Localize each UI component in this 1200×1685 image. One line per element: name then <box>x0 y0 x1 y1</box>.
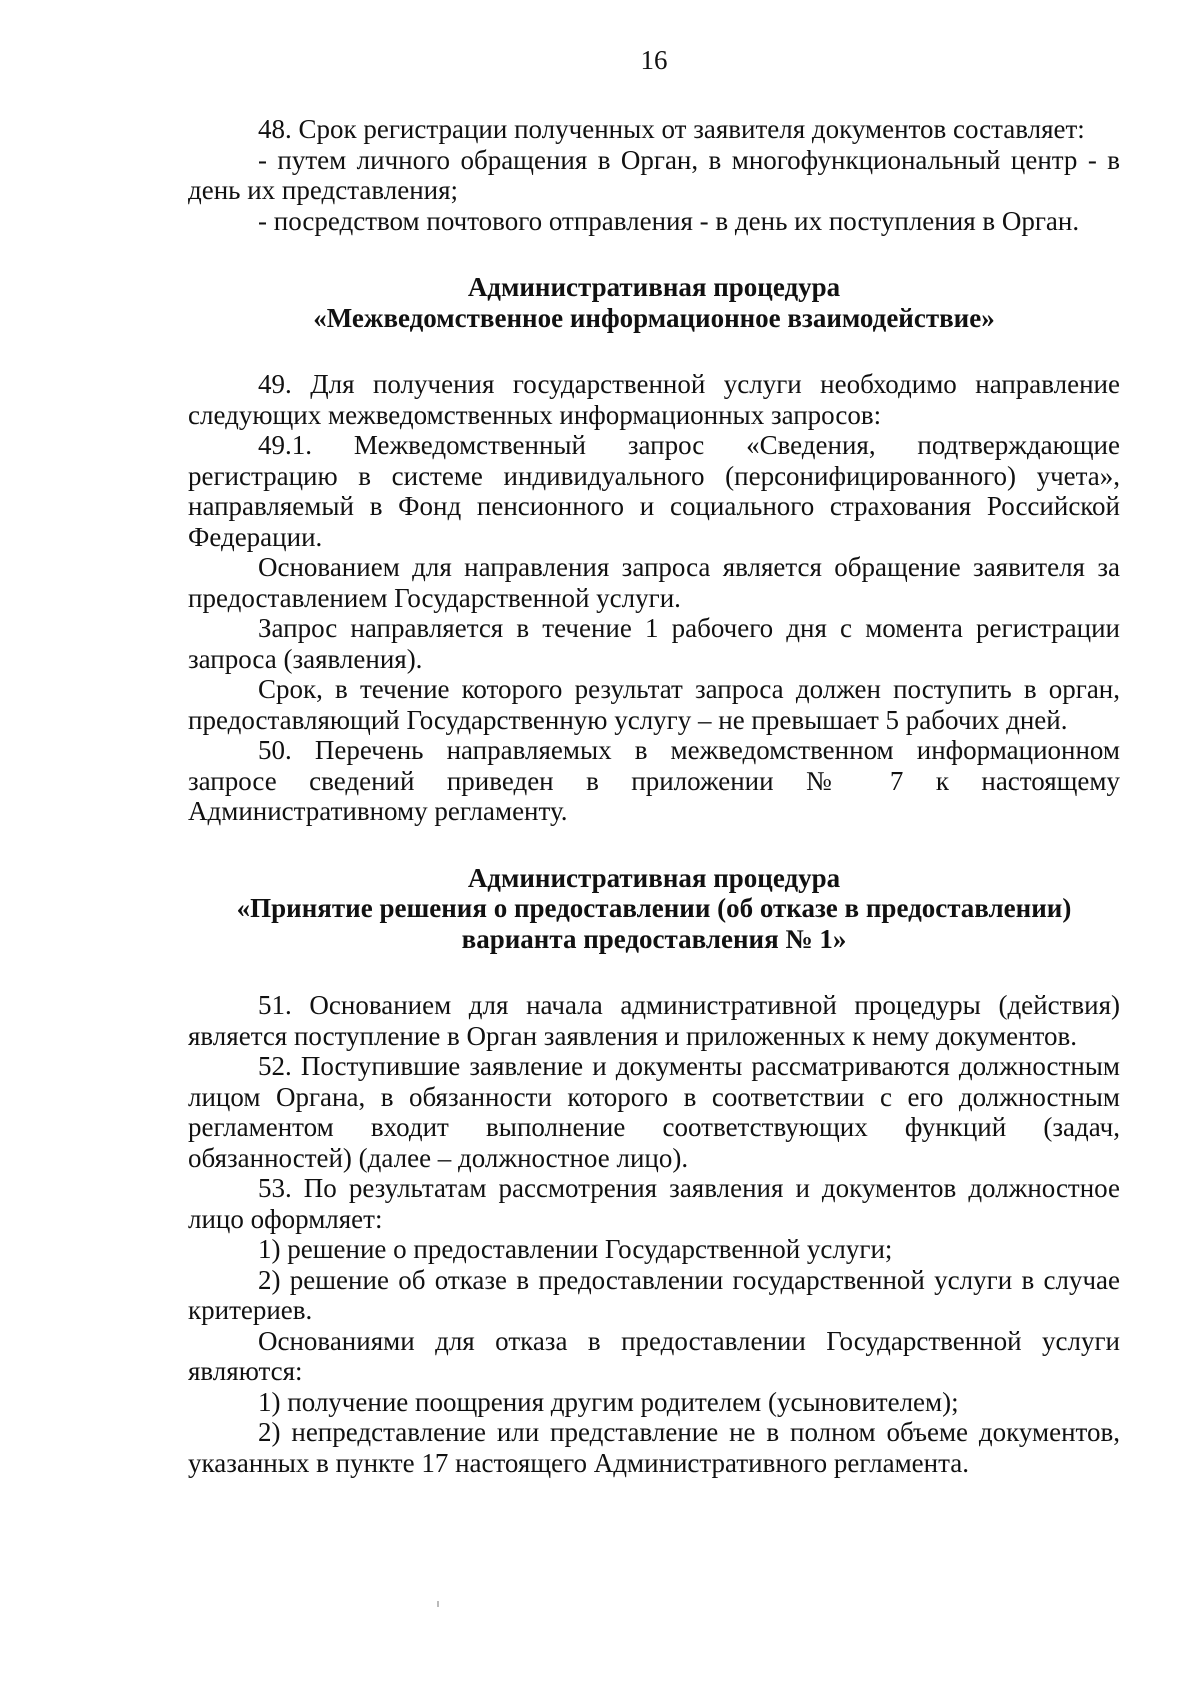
document-body <box>188 114 1120 1478</box>
section-heading-line: «Межведомственное информационное взаимодействие» <box>313 302 995 333</box>
paragraph-50: 50. Перечень направляемых в межведомственном информационном запросе сведений приведен в приложении № 7 к настоящему Административному регламенту. <box>188 735 1120 826</box>
section-heading-decision <box>188 863 1120 955</box>
paragraph-49: 49. Для получения государственной услуги необходимо направление следующих межведомственных информационных запросов: <box>188 369 1120 430</box>
section-heading-line: «Принятие решения о предоставлении (об отказе в предоставлении) <box>236 893 1072 923</box>
section-heading-interagency <box>188 272 1120 333</box>
paragraph-48-item-1: - путем личного обращения в Орган, в многофункциональный центр - в день их представления; <box>188 144 1120 205</box>
paragraph-48-item-2: - посредством почтового отправления - в день их поступления в Орган. <box>258 205 1080 236</box>
paragraph-refusal-ground-2: 2) непредставление или представление не в полном объеме документов, указанных в пункте 17 настоящего Административного регламента. <box>188 1417 1120 1478</box>
page-number: 16 <box>640 45 668 75</box>
paragraph-48: 48. Срок регистрации полученных от заявителя документов составляет: <box>258 114 1085 144</box>
paragraph-49-1: 49.1. Межведомственный запрос «Сведения, подтверждающие регистрацию в системе индивидуального (персонифицированного) учета», направляемый в Фонд пенсионного и социального страхования Российской Федерации. <box>188 430 1120 552</box>
section-heading-line: Административная процедура <box>467 862 841 893</box>
paragraph-53-item-1: 1) решение о предоставлении Государственной услуги; <box>258 1234 893 1264</box>
paragraph-refusal-grounds: Основаниями для отказа в предоставлении Государственной услуги являются: <box>188 1325 1120 1386</box>
paragraph-request-timing: Запрос направляется в течение 1 рабочего дня с момента регистрации запроса (заявления). <box>188 613 1120 674</box>
section-heading-line: варианта предоставления № 1» <box>461 923 847 954</box>
paragraph-response-deadline: Срок, в течение которого результат запроса должен поступить в орган, предоставляющий Государственную услугу – не превышает 5 рабочих дней. <box>188 674 1120 735</box>
paragraph-53: 53. По результатам рассмотрения заявления и документов должностное лицо оформляет: <box>188 1173 1120 1234</box>
paragraph-52: 52. Поступившие заявление и документы рассматриваются должностным лицом Органа, в обязанности которого в соответствии с его должностным регламентом входит выполнение соответствующих функций (задач, обязанностей) (далее – должностное лицо). <box>188 1051 1120 1173</box>
section-heading-line: Административная процедура <box>467 272 841 302</box>
paragraph-basis: Основанием для направления запроса является обращение заявителя за предоставлением Государственной услуги. <box>188 552 1120 613</box>
paragraph-53-item-2: 2) решение об отказе в предоставлении государственной услуги в случае критериев. <box>188 1264 1120 1325</box>
paragraph-refusal-ground-1: 1) получение поощрения другим родителем (усыновителем); <box>258 1386 959 1417</box>
paragraph-51: 51. Основанием для начала административной процедуры (действия) является поступление в Орган заявления и приложенных к нему документов. <box>188 990 1120 1051</box>
scan-speck <box>437 1601 439 1607</box>
